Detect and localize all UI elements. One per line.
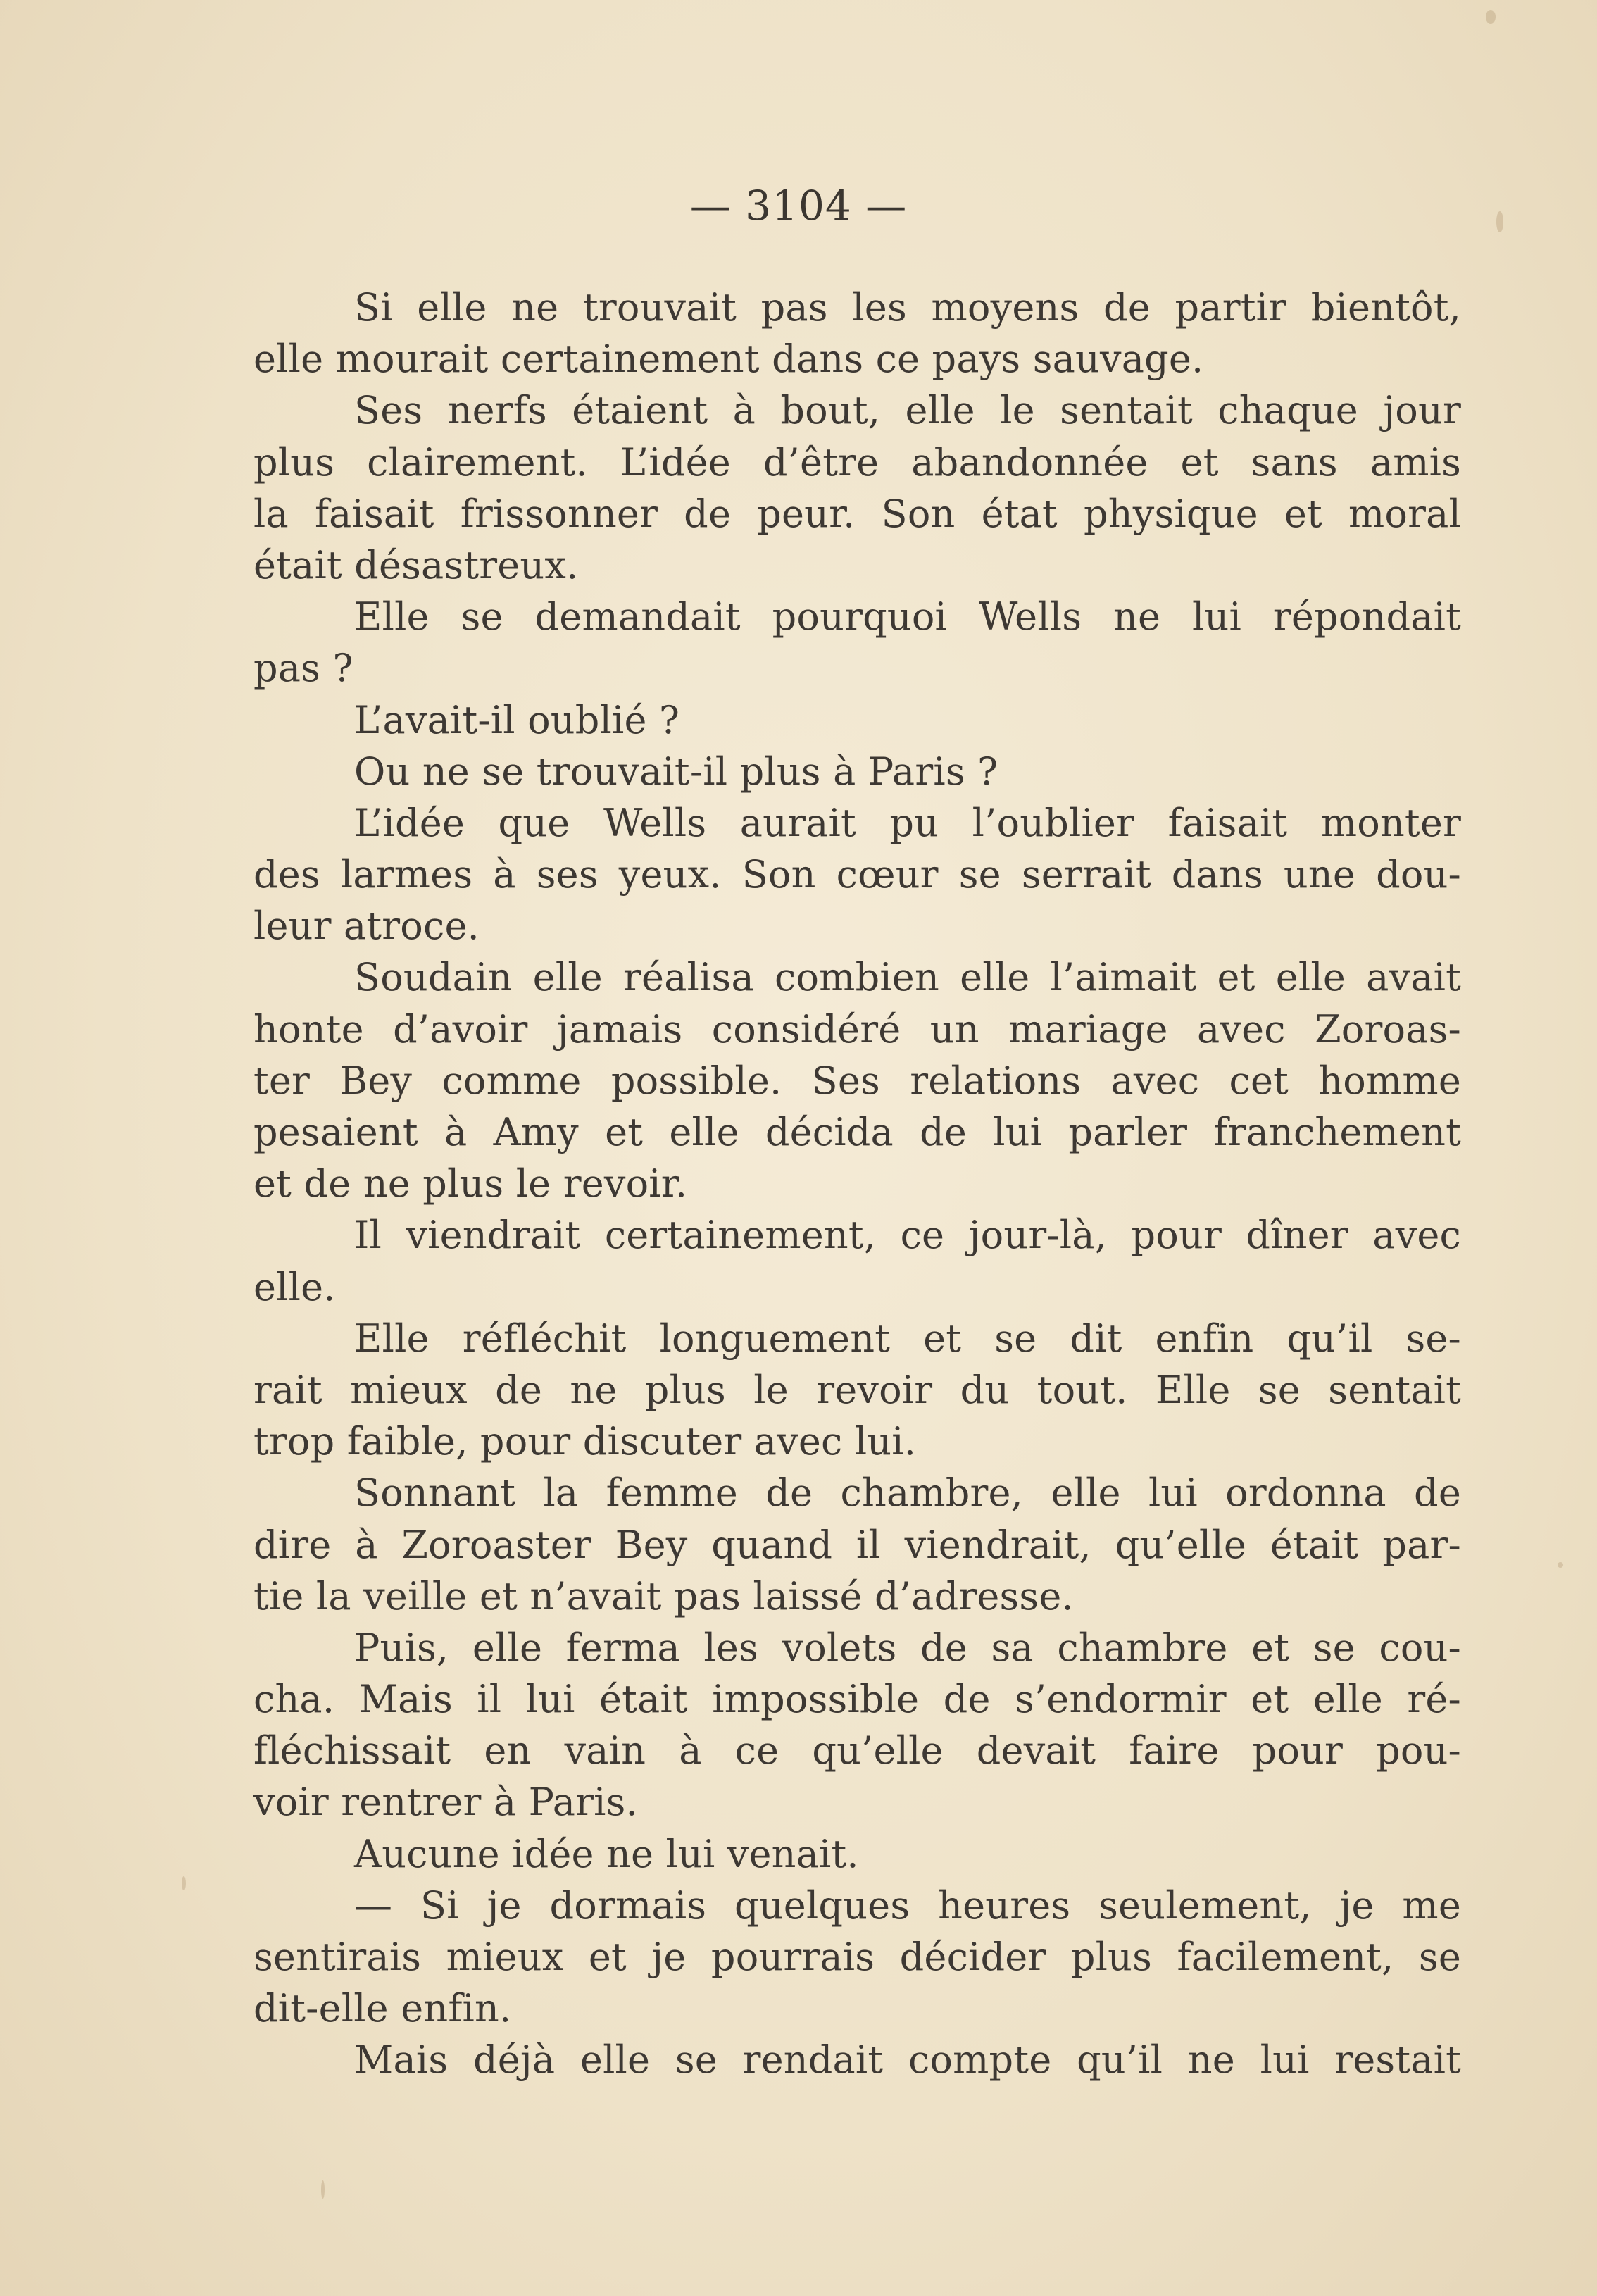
text-line: pas ? — [253, 646, 353, 691]
text-line: voir rentrer à Paris. — [253, 1780, 638, 1825]
body-text — [253, 282, 1461, 2086]
paper-speck — [182, 1876, 186, 1890]
text-line: cha. Mais il lui était impossible de s’endormir et elle ré- — [253, 1677, 1461, 1722]
text-line: pesaient à Amy et elle décida de lui parler franchement — [253, 1110, 1461, 1154]
text-line: elle mourait certainement dans ce pays sauvage. — [253, 337, 1204, 382]
text-line: L’idée que Wells aurait pu l’oublier faisait monter — [354, 800, 1461, 845]
text-line: Sonnant la femme de chambre, elle lui ordonna de — [354, 1471, 1461, 1516]
text-line: — Si je dormais quelques heures seulement, je me — [354, 1883, 1461, 1928]
text-line: honte d’avoir jamais considéré un mariage avec Zoroas- — [253, 1006, 1461, 1052]
paper-speck — [1558, 1562, 1563, 1568]
text-line: et de ne plus le revoir. — [253, 1161, 688, 1206]
text-line: leur atroce. — [253, 904, 480, 949]
text-line: trop faible, pour discuter avec lui. — [253, 1419, 917, 1464]
text-line: Si elle ne trouvait pas les moyens de partir bientôt, — [354, 285, 1461, 330]
text-line: tie la veille et n’avait pas laissé d’adresse. — [253, 1573, 1074, 1618]
text-line: L’avait-il oublié ? — [354, 697, 680, 742]
text-line: fléchissait en vain à ce qu’elle devait faire pour pou- — [253, 1728, 1461, 1773]
text-line: des larmes à ses yeux. Son cœur se serrait dans une dou- — [253, 852, 1461, 897]
text-line: Mais déjà elle se rendait compte qu’il ne lui restait — [354, 2038, 1461, 2083]
text-line: la faisait frissonner de peur. Son état physique et moral — [253, 491, 1461, 536]
text-line: dire à Zoroaster Bey quand il viendrait, qu’elle était par- — [253, 1522, 1461, 1567]
text-line: Elle se demandait pourquoi Wells ne lui répondait — [354, 594, 1461, 639]
page-number-header: — 3104 — — [689, 182, 908, 230]
text-line: Puis, elle ferma les volets de sa chambre et se cou- — [354, 1625, 1461, 1670]
paper-speck — [1486, 10, 1496, 24]
text-line: dit-elle enfin. — [253, 1986, 512, 2031]
text-line: Il viendrait certainement, ce jour-là, pour dîner avec — [354, 1213, 1461, 1258]
text-line: était désastreux. — [253, 542, 579, 587]
text-line: plus clairement. L’idée d’être abandonnée et sans amis — [253, 439, 1461, 485]
text-line: Ou ne se trouvait-il plus à Paris ? — [354, 749, 998, 794]
paper-speck — [321, 2180, 325, 2199]
text-line: elle. — [253, 1264, 336, 1309]
text-line: Aucune idée ne lui venait. — [354, 1831, 859, 1876]
text-line: Ses nerfs étaient à bout, elle le sentait chaque jour — [354, 388, 1461, 433]
text-line: rait mieux de ne plus le revoir du tout. Elle se sentait — [253, 1367, 1461, 1412]
text-line: Elle réfléchit longuement et se dit enfin qu’il se- — [354, 1316, 1461, 1361]
text-line: ter Bey comme possible. Ses relations avec cet homme — [253, 1058, 1461, 1103]
text-line: sentirais mieux et je pourrais décider plus facilement, se — [253, 1935, 1461, 1979]
text-line: Soudain elle réalisa combien elle l’aimait et elle avait — [354, 955, 1461, 1000]
